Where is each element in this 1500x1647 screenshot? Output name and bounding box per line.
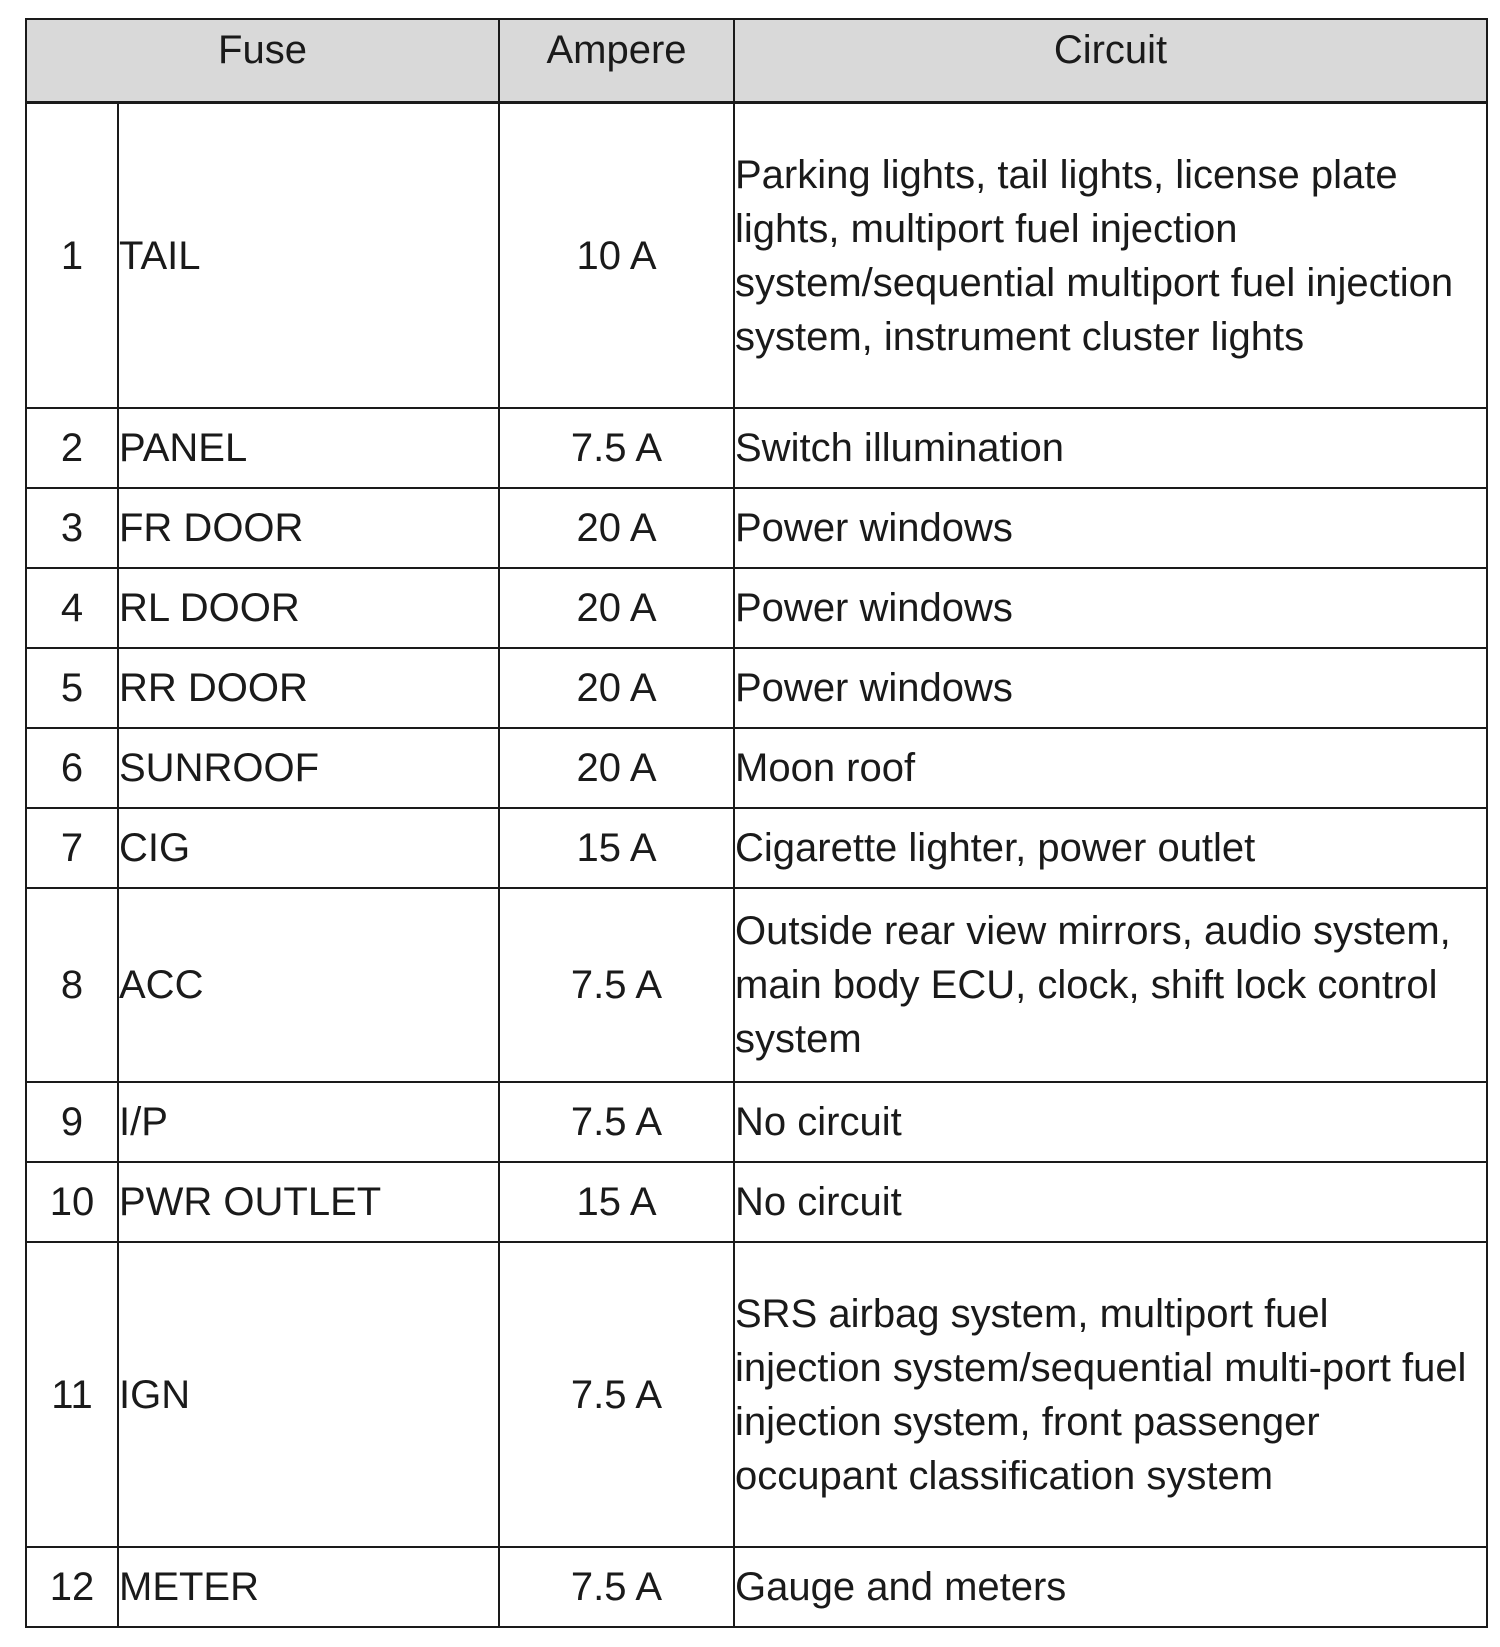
fuse-circuit: Moon roof	[734, 728, 1487, 808]
header-circuit: Circuit	[734, 19, 1487, 103]
fuse-name: ACC	[118, 888, 499, 1082]
fuse-ampere: 15 A	[499, 808, 734, 888]
fuse-number: 2	[26, 408, 118, 488]
table-row	[26, 408, 1487, 488]
header-fuse: Fuse	[26, 19, 499, 103]
fuse-ampere: 7.5 A	[499, 1082, 734, 1162]
fuse-table	[25, 18, 1488, 1628]
fuse-ampere: 20 A	[499, 568, 734, 648]
table-row	[26, 488, 1487, 568]
fuse-name: TAIL	[118, 103, 499, 409]
table-row	[26, 1547, 1487, 1627]
fuse-name: IGN	[118, 1242, 499, 1547]
table-row	[26, 648, 1487, 728]
table-row	[26, 728, 1487, 808]
fuse-circuit: No circuit	[734, 1162, 1487, 1242]
fuse-number: 7	[26, 808, 118, 888]
fuse-circuit: Power windows	[734, 488, 1487, 568]
fuse-name: RL DOOR	[118, 568, 499, 648]
fuse-name: I/P	[118, 1082, 499, 1162]
fuse-circuit: Outside rear view mirrors, audio system, main body ECU, clock, shift lock control system	[734, 888, 1487, 1082]
fuse-ampere: 7.5 A	[499, 408, 734, 488]
fuse-number: 5	[26, 648, 118, 728]
fuse-ampere: 20 A	[499, 728, 734, 808]
fuse-name: SUNROOF	[118, 728, 499, 808]
fuse-name: CIG	[118, 808, 499, 888]
fuse-number: 8	[26, 888, 118, 1082]
fuse-circuit: Power windows	[734, 568, 1487, 648]
fuse-number: 4	[26, 568, 118, 648]
fuse-number: 1	[26, 103, 118, 409]
fuse-ampere: 7.5 A	[499, 1242, 734, 1547]
fuse-number: 9	[26, 1082, 118, 1162]
fuse-circuit: Switch illumination	[734, 408, 1487, 488]
table-row	[26, 1242, 1487, 1547]
fuse-ampere: 15 A	[499, 1162, 734, 1242]
fuse-circuit: Power windows	[734, 648, 1487, 728]
fuse-ampere: 7.5 A	[499, 888, 734, 1082]
table-row	[26, 888, 1487, 1082]
table-row	[26, 1162, 1487, 1242]
fuse-number: 3	[26, 488, 118, 568]
fuse-number: 12	[26, 1547, 118, 1627]
fuse-ampere: 10 A	[499, 103, 734, 409]
fuse-ampere: 20 A	[499, 648, 734, 728]
fuse-name: FR DOOR	[118, 488, 499, 568]
fuse-ampere: 7.5 A	[499, 1547, 734, 1627]
table-header-row	[26, 19, 1487, 103]
fuse-name: PWR OUTLET	[118, 1162, 499, 1242]
fuse-circuit: Gauge and meters	[734, 1547, 1487, 1627]
fuse-circuit: Cigarette lighter, power outlet	[734, 808, 1487, 888]
fuse-circuit: SRS airbag system, multiport fuel injection system/sequential multi-port fuel injection system, front passenger occupant classification system	[734, 1242, 1487, 1547]
fuse-name: PANEL	[118, 408, 499, 488]
fuse-circuit: No circuit	[734, 1082, 1487, 1162]
fuse-circuit: Parking lights, tail lights, license plate lights, multiport fuel injection system/sequential multiport fuel injection system, instrument cluster lights	[734, 103, 1487, 409]
header-ampere: Ampere	[499, 19, 734, 103]
table-row	[26, 808, 1487, 888]
table-row	[26, 1082, 1487, 1162]
fuse-name: METER	[118, 1547, 499, 1627]
fuse-number: 6	[26, 728, 118, 808]
fuse-ampere: 20 A	[499, 488, 734, 568]
table-row	[26, 103, 1487, 409]
fuse-number: 10	[26, 1162, 118, 1242]
table-row	[26, 568, 1487, 648]
fuse-name: RR DOOR	[118, 648, 499, 728]
fuse-number: 11	[26, 1242, 118, 1547]
